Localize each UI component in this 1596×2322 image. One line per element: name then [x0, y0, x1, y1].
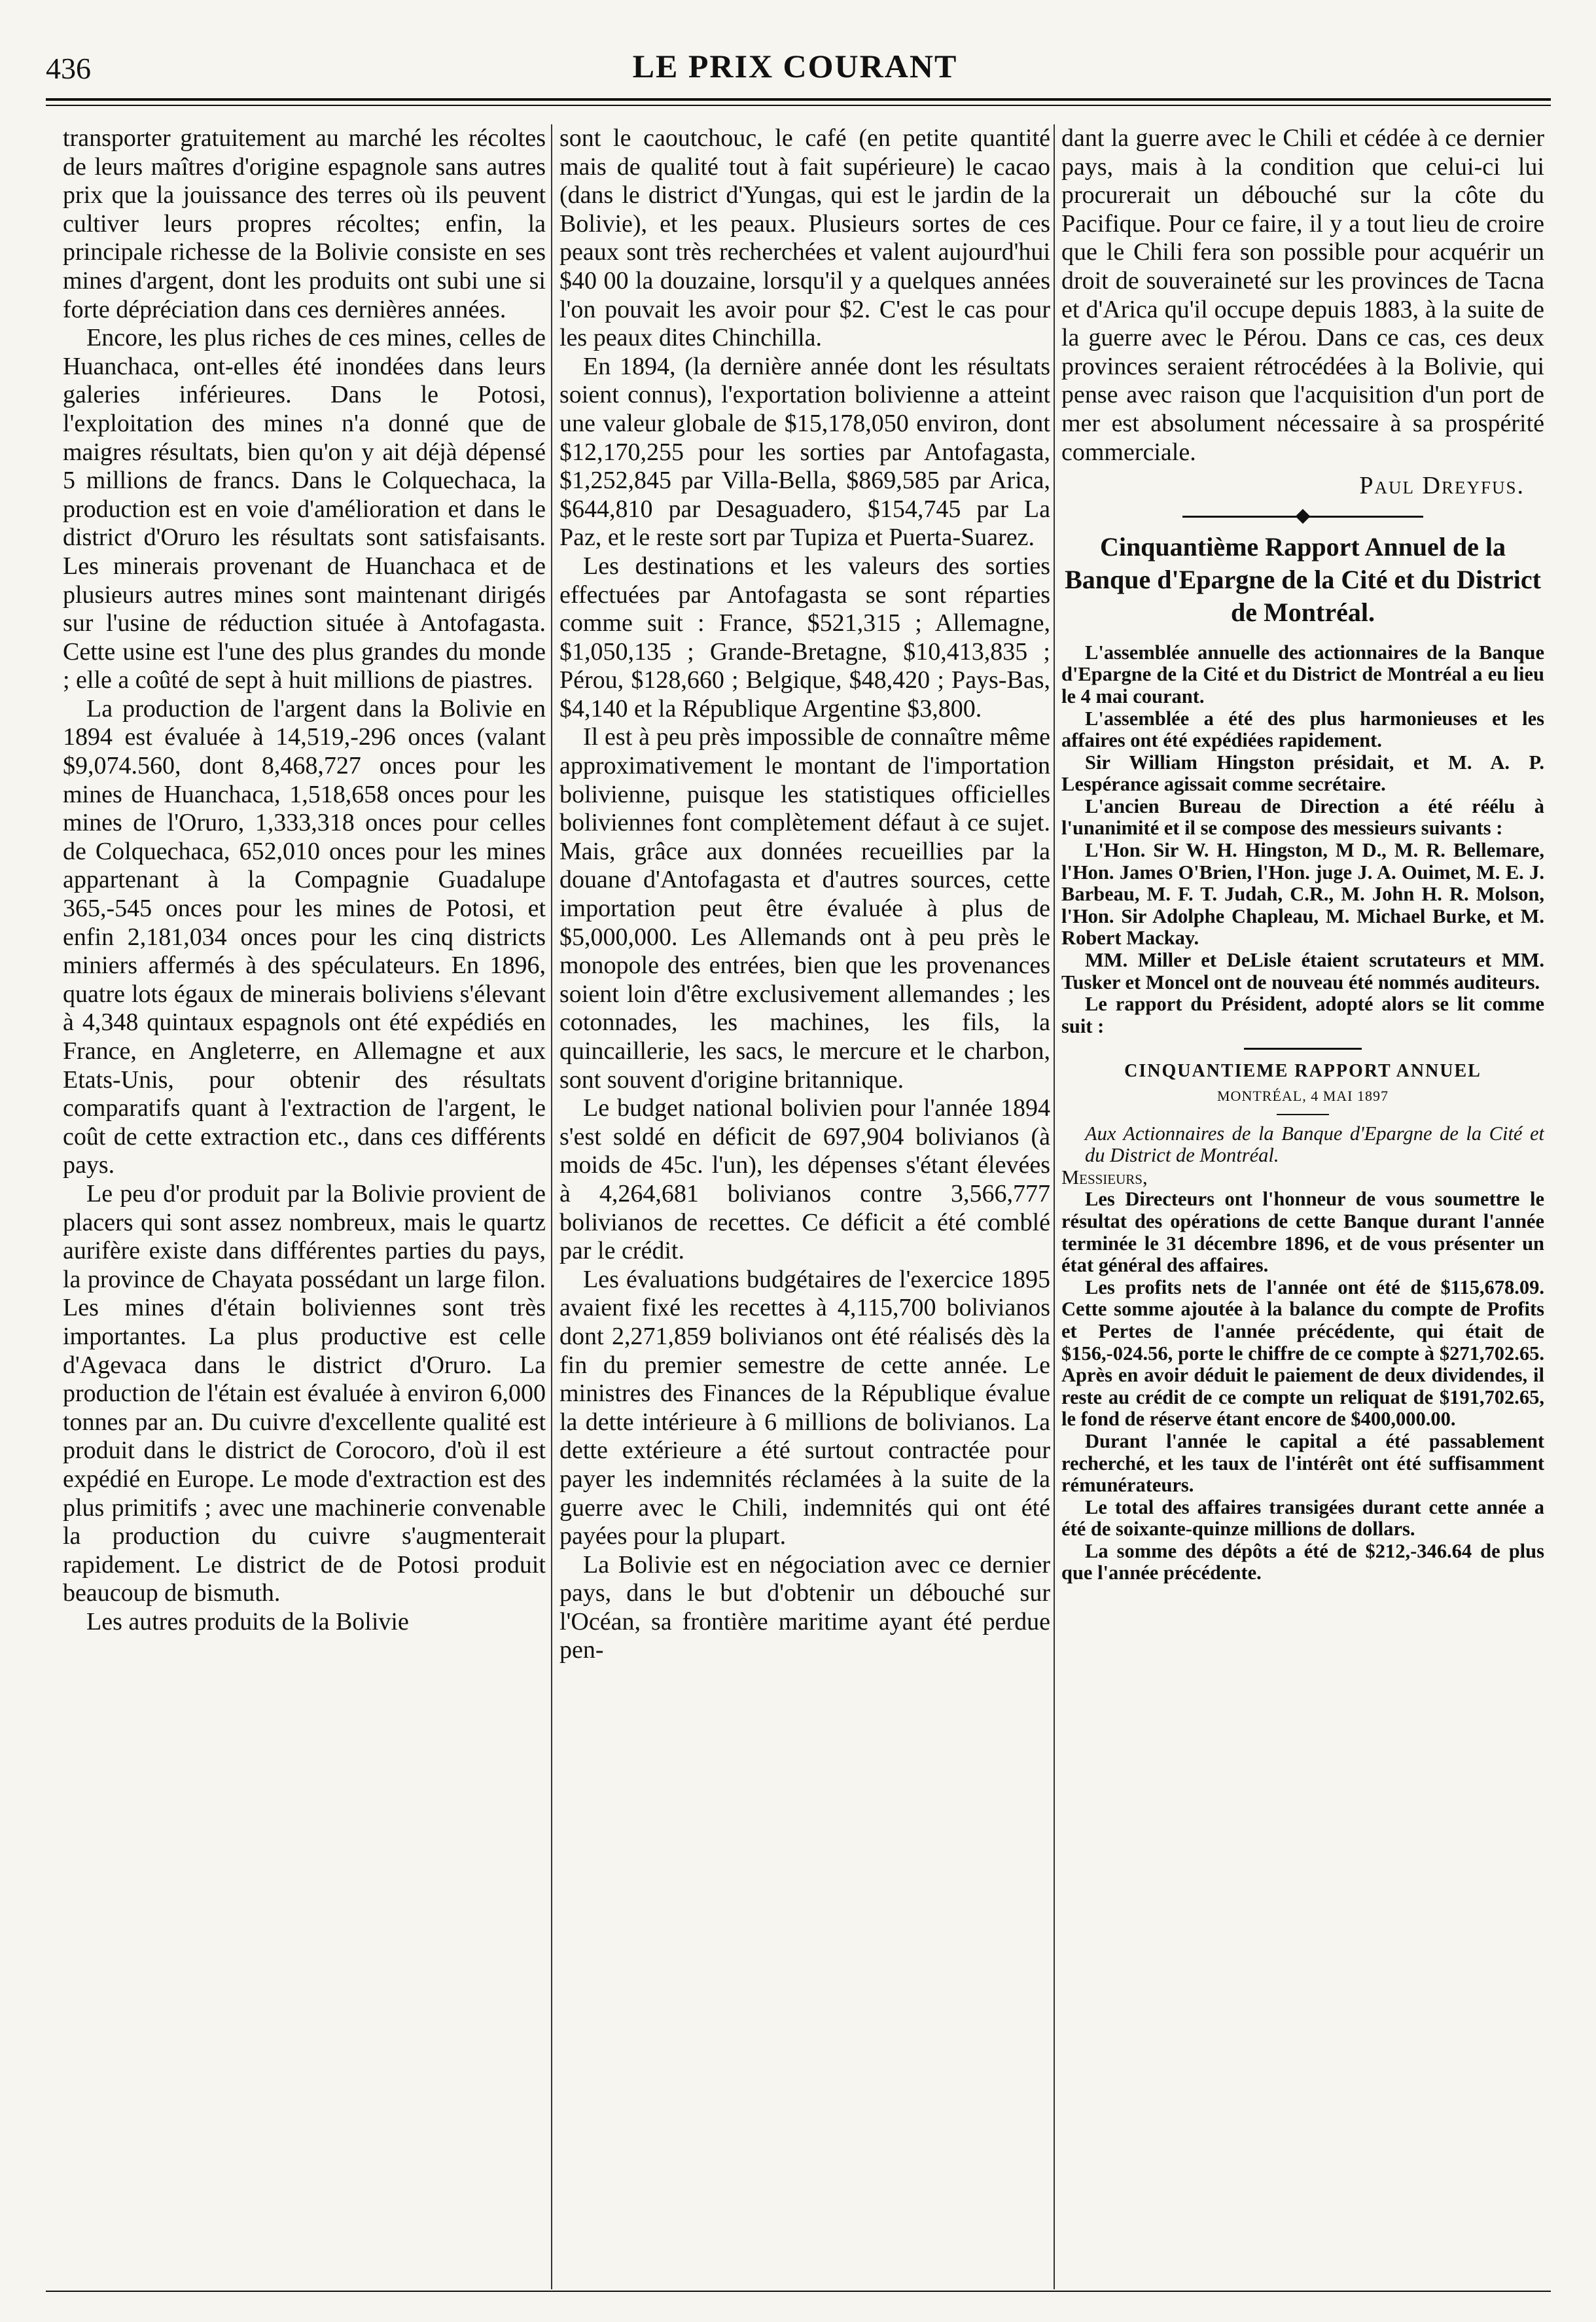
- page-header: [46, 47, 1544, 99]
- paragraph: Les évaluations budgétaires de l'exercice 1895 avaient fixé les recettes à 4,115,700 bolivianos dont 2,271,859 bolivianos ont été réalisés dès la fin du premier semestre de cette année. Le ministres des Finances de la République évalue la dette intérieure à 6 millions de bolivianos. La dette extérieure a été surtout contractée pour payer les indemnités réclamées à la suite de la guerre avec le Chili, indemnités qui ont été payées pour la plupart.: [559, 1265, 1050, 1550]
- paragraph: transporter gratuitement au marché les récoltes de leurs maîtres d'origine espagnole sans autres prix que la jouissance des terres où ils peuvent cultiver leurs propres récoltes; enfin, la principale richesse de la Bolivie consiste en ses mines d'argent, dont les produits ont subi une si forte dépréciation dans ces dernières années.: [63, 124, 546, 323]
- page-number: 436: [46, 52, 91, 85]
- column-1: [63, 124, 546, 2283]
- paragraph: Encore, les plus riches de ces mines, celles de Huanchaca, ont-elles été inondées dans leurs galeries inférieures. Dans le Potosi, l'exploitation des mines n'a donné que de maigres résultats, bien qu'on y ait déjà dépensé 5 millions de francs. Dans le Colquechaca, la production est en voie d'amélioration et dans le district d'Oruro les résultats sont satisfaisants. Les minerais provenant de Huanchaca et de plusieurs autres mines sont maintenant dirigés sur l'usine de réduction située à Antofagasta. Cette usine est l'une des plus grandes du monde ; elle a coûté de sept à huit millions de piastres.: [63, 324, 546, 694]
- paragraph: En 1894, (la dernière année dont les résultats soient connus), l'exportation bolivienne a atteint une valeur globale de $15,178,050 environ, dont $12,170,255 pour les sorties par Antofagasta, $1,252,845 par Villa-Bella, $869,585 par Arica, $644,810 par Desaguadero, $154,745 par La Paz, et le reste sort par Tupiza et Puerta-Suarez.: [559, 352, 1050, 552]
- journal-title: LE PRIX COURANT: [632, 48, 958, 84]
- footer-rule: [46, 2291, 1551, 2292]
- paragraph: Les destinations et les valeurs des sorties effectuées par Antofagasta se sont réparties comme suit : France, $521,315 ; Allemagne, $1,050,135 ; Grande-Bretagne, $10,413,835 ; Pérou, $128,660 ; Belgique, $48,420 ; Pays-Bas, $4,140 et la République Argentine $3,800.: [559, 552, 1050, 723]
- paragraph: Les autres produits de la Bolivie: [86, 1607, 409, 1635]
- paragraph: dant la guerre avec le Chili et cédée à ce dernier pays, mais à la condition que celui-ci lui procurerait un débouché sur la côte du Pacifique. Pour ce faire, il y a tout lieu de croire que le Chili fera son possible pour acquérir un droit de souveraineté sur les provinces de Tacna et d'Arica qu'il occupe depuis 1883, à la suite de la guerre avec le Pérou. Dans ce cas, ces deux provinces seraient rétrocédées à la Bolivie, qui pense avec raison que l'acquisition d'un port de mer est absolument nécessaire à sa prospérité commerciale.: [1061, 124, 1544, 466]
- header-rule-thick: [46, 98, 1551, 101]
- column-divider: [551, 124, 552, 2289]
- paragraph: Le budget national bolivien pour l'année 1894 s'est soldé en déficit de 697,904 bolivianos (à moids de 45c. l'un), les dépenses s'étant élevées à 4,264,681 bolivianos contre 3,566,777 bolivianos de recettes. Ce déficit a été comblé par le crédit.: [559, 1094, 1050, 1265]
- report-heading: CINQUANTIEME RAPPORT ANNUEL: [1124, 1061, 1481, 1082]
- paragraph: Il est à peu près impossible de connaître même approximativement le montant de l'importation bolivienne, puisque les statistiques officielles boliviennes font complètement défaut à ce sujet. Mais, grâce aux données recueillies par la douane d'Antofagasta et d'autres sources, cette importation peut être évaluée à plus de $5,000,000. Les Allemands ont à peu près le monopole des entrées, bien que les provenances soient loin d'être exclusivement allemandes ; les cotonnades, les machines, les fils, la quincaillerie, les sacs, le mercure et le charbon, sont souvent d'origine britannique.: [559, 723, 1050, 1094]
- paragraph: MM. Miller et DeLisle étaient scrutateurs et MM. Tusker et Moncel ont de nouveau été nommés auditeurs.: [1061, 949, 1544, 993]
- assembly-notice: [1061, 642, 1544, 1584]
- column-divider: [1054, 124, 1055, 2289]
- paragraph: sont le caoutchouc, le café (en petite quantité mais de qualité tout à fait supérieure) le cacao (dans le district d'Yungas, qui est le jardin de la Bolivie), et les peaux. Plusieurs sortes de ces peaux sont très recherchées et valent aujourd'hui $40 00 la douzaine, lorsqu'il y a quelques années l'on pouvait les avoir pour $2. C'est le cas pour les peaux dites Chinchilla.: [559, 124, 1050, 352]
- author-signature: Paul Dreyfus.: [1359, 472, 1525, 500]
- report-date: MONTRÉAL, 4 MAI 1897: [1217, 1088, 1389, 1104]
- paragraph: Les profits nets de l'année ont été de $115,678.09. Cette somme ajoutée à la balance du compte de Profits et Pertes de l'année précédente, qui était de $156,-024.56, porte le chiffre de ce compte à $271,702.65. Après en avoir déduit le paiement de deux dividendes, il reste au crédit de ce compte un reliquat de $191,702.65, le fond de réserve étant encore de $400,000.00.: [1061, 1276, 1544, 1431]
- report-address: Aux Actionnaires de la Banque d'Epargne de la Cité et du District de Montréal.: [1085, 1122, 1544, 1167]
- paragraph: Le total des affaires transigées durant cette année a été de soixante-quinze millions de dollars.: [1061, 1495, 1544, 1541]
- divider: [1277, 1114, 1329, 1115]
- section-ornament: [1061, 501, 1544, 524]
- paragraph: L'assemblée annuelle des actionnaires de la Banque d'Epargne de la Cité et du District de Montréal a eu lieu le 4 mai courant.: [1061, 641, 1544, 707]
- paragraph: Durant l'année le capital a été passablement recherché, et les taux de l'intérêt ont été suffisamment rémunérateurs.: [1061, 1429, 1544, 1497]
- paragraph: Les Directeurs ont l'honneur de vous soumettre le résultat des opérations de cette Banque durant l'année terminée le 31 décembre 1896, et de vous présenter un état général des affaires.: [1061, 1188, 1544, 1277]
- header-rule-thin: [46, 105, 1551, 106]
- paragraph: L'Hon. Sir W. H. Hingston, M D., M. R. Bellemare, l'Hon. James O'Brien, l'Hon. juge J. A. Ouimet, M. E. J. Barbeau, M. F. T. Judah, C.R., M. John H. R. Molson, l'Hon. Sir Adolphe Chapleau, M. Michael Burke, et M. Robert Mackay.: [1061, 839, 1544, 950]
- column-3: [1061, 124, 1544, 2283]
- paragraph: Sir William Hingston présidait, et M. A. P. Lespérance agissait comme secrétaire.: [1061, 751, 1544, 796]
- paragraph: La production de l'argent dans la Bolivie en 1894 est évaluée à 14,519,-296 onces (valant $9,074.560, dont 8,468,727 onces pour les mines de Huanchaca, 1,518,658 onces pour les mines de l'Oruro, 1,333,318 onces pour celles de Colquechaca, 652,010 onces pour les mines appartenant à la Compagnie Guadalupe 365,-545 onces pour les mines de Potosi, et enfin 2,181,034 onces pour les cinq districts miniers affermés à des spéculateurs. En 1896, quatre lots égaux de minerais boliviens s'élevant à 4,348 quintaux espagnols ont été expédiés en France, en Angleterre, en Allemagne et aux Etats-Unis, pour obtenir des résultats comparatifs quant à l'extraction de l'argent, le coût de cette extraction etc., dans ces différents pays.: [63, 694, 546, 1179]
- column-2: [559, 124, 1050, 2283]
- salutation: Messieurs,: [1061, 1166, 1148, 1188]
- paragraph: La Bolivie est en négociation avec ce dernier pays, dans le but d'obtenir un débouché sur l'Océan, sa frontière maritime ayant été perdue pen-: [559, 1550, 1050, 1664]
- paragraph: Le peu d'or produit par la Bolivie provient de placers qui sont assez nombreux, mais le quartz aurifère existe dans différentes parties du pays, la province de Chayata possédant un large filon. Les mines d'étain boliviennes sont très importantes. La plus productive est celle d'Agevaca dans le district d'Oruro. La production de l'étain est évaluée à environ 6,000 tonnes par an. Du cuivre d'excellente qualité est produit dans le district de Corocoro, d'où il est expédié en Europe. Le mode d'extraction est des plus primitifs ; avec une machinerie convenable la production du cuivre s'augmenterait rapidement. Le district de de Potosi produit beaucoup de bismuth.: [63, 1179, 546, 1607]
- divider: [1244, 1048, 1362, 1050]
- paragraph: Le rapport du Président, adopté alors se lit comme suit :: [1061, 993, 1544, 1037]
- paragraph: L'assemblée a été des plus harmonieuses et les affaires ont été expédiées rapidement.: [1061, 707, 1544, 752]
- article-title: Cinquantième Rapport Annuel de la Banque d'Epargne de la Cité et du District de Montréal.: [1065, 531, 1541, 627]
- paragraph: La somme des dépôts a été de $212,-346.64 de plus que l'année précédente.: [1061, 1539, 1544, 1584]
- paragraph: L'ancien Bureau de Direction a été réélu à l'unanimité et il se compose des messieurs suivants :: [1061, 795, 1544, 840]
